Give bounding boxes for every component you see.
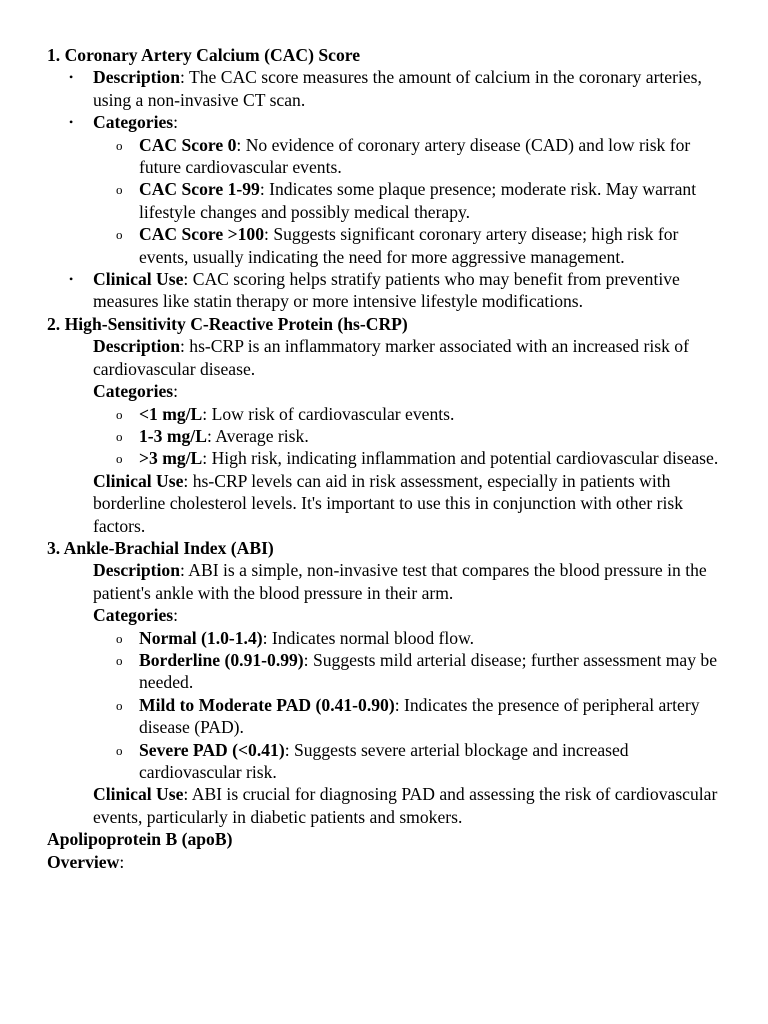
item-label: Clinical Use <box>93 470 184 491</box>
category-text: : Suggests severe arterial blockage and increased cardiovascular risk. <box>139 739 629 782</box>
section-heading-apob: Apolipoprotein B (apoB) <box>47 829 233 850</box>
category-item <box>0 627 768 649</box>
list-item-categories <box>0 111 768 133</box>
category-text: : No evidence of coronary artery disease (CAD) and low risk for future cardiovascular events. <box>139 134 691 178</box>
category-label: CAC Score >100 <box>139 224 265 245</box>
section-heading-hs-crp: 2. High-Sensitivity C-Reactive Protein (hs-CRP) <box>47 313 408 334</box>
category-label: >3 mg/L <box>139 448 203 469</box>
item-label: Categories <box>93 112 174 133</box>
paragraph-clinical-use <box>0 470 768 537</box>
category-item <box>0 403 768 425</box>
category-text: : High risk, indicating inflammation and potential cardiovascular disease. <box>202 448 719 469</box>
category-item <box>0 739 768 784</box>
section-heading-cac: 1. Coronary Artery Calcium (CAC) Score <box>47 45 361 65</box>
item-text: : hs-CRP is an inflammatory marker associated with an increased risk of cardiovascular disease. <box>93 336 689 379</box>
category-item <box>0 134 768 179</box>
paragraph-description <box>0 559 768 604</box>
category-label: CAC Score 0 <box>139 134 237 155</box>
item-label: Categories <box>93 605 174 626</box>
category-item <box>0 425 768 447</box>
category-label: <1 mg/L <box>139 403 203 424</box>
section-heading-abi: 3. Ankle-Brachial Index (ABI) <box>47 537 274 558</box>
category-text: : Indicates normal blood flow. <box>262 627 475 648</box>
category-text: : Average risk. <box>206 425 309 446</box>
category-label: Severe PAD (<0.41) <box>139 739 285 760</box>
overview-colon: : <box>119 851 125 872</box>
item-label: Categories <box>93 381 174 402</box>
item-text: : ABI is a simple, non-invasive test that compares the blood pressure in the patient's ankle with the blood pressure in their arm. <box>93 560 707 603</box>
paragraph-clinical-use <box>0 783 768 828</box>
list-item-clinical-use <box>0 268 768 313</box>
item-label: Description <box>93 67 180 88</box>
paragraph-categories <box>0 380 768 402</box>
item-label: Clinical Use <box>93 269 184 290</box>
list-item-description <box>0 66 768 111</box>
item-label: Clinical Use <box>93 784 184 805</box>
item-text: : ABI is crucial for diagnosing PAD and assessing the risk of cardiovascular events, particularly in diabetic patients and smokers. <box>93 784 718 827</box>
category-text: : Suggests mild arterial disease; further assessment may be needed. <box>139 649 718 693</box>
category-text: : Suggests significant coronary artery disease; high risk for events, usually indicating the need for more aggressive management. <box>139 224 679 267</box>
category-item <box>0 694 768 739</box>
category-item <box>0 178 768 223</box>
item-label: Description <box>93 336 180 357</box>
category-label: 1-3 mg/L <box>139 425 207 446</box>
overview-line <box>47 851 768 873</box>
category-item <box>0 223 768 268</box>
category-text: : Indicates the presence of peripheral artery disease (PAD). <box>139 694 700 738</box>
category-item <box>0 447 768 469</box>
category-text: : Low risk of cardiovascular events. <box>202 403 455 424</box>
item-text: : CAC scoring helps stratify patients who may benefit from preventive measures like statin therapy or more intensive lifestyle modifications. <box>93 269 680 312</box>
category-label: Borderline (0.91-0.99) <box>139 649 304 670</box>
category-label: CAC Score 1-99 <box>139 179 260 200</box>
item-text: : hs-CRP levels can aid in risk assessment, especially in patients with borderline cholesterol levels. It's important to use this in conjunction with other risk factors. <box>93 470 684 536</box>
item-text: : <box>173 605 179 626</box>
paragraph-categories <box>0 604 768 626</box>
item-text: : The CAC score measures the amount of calcium in the coronary arteries, using a non-invasive CT scan. <box>93 67 702 110</box>
category-label: Mild to Moderate PAD (0.41-0.90) <box>139 694 395 715</box>
category-item <box>0 649 768 694</box>
paragraph-description <box>0 335 768 380</box>
item-label: Description <box>93 560 180 581</box>
category-label: Normal (1.0-1.4) <box>139 627 263 648</box>
item-text: : <box>173 112 179 133</box>
category-text: : Indicates some plaque presence; moderate risk. May warrant lifestyle changes and possibly medical therapy. <box>139 179 697 222</box>
overview-label: Overview <box>47 851 120 872</box>
item-text: : <box>173 381 179 402</box>
